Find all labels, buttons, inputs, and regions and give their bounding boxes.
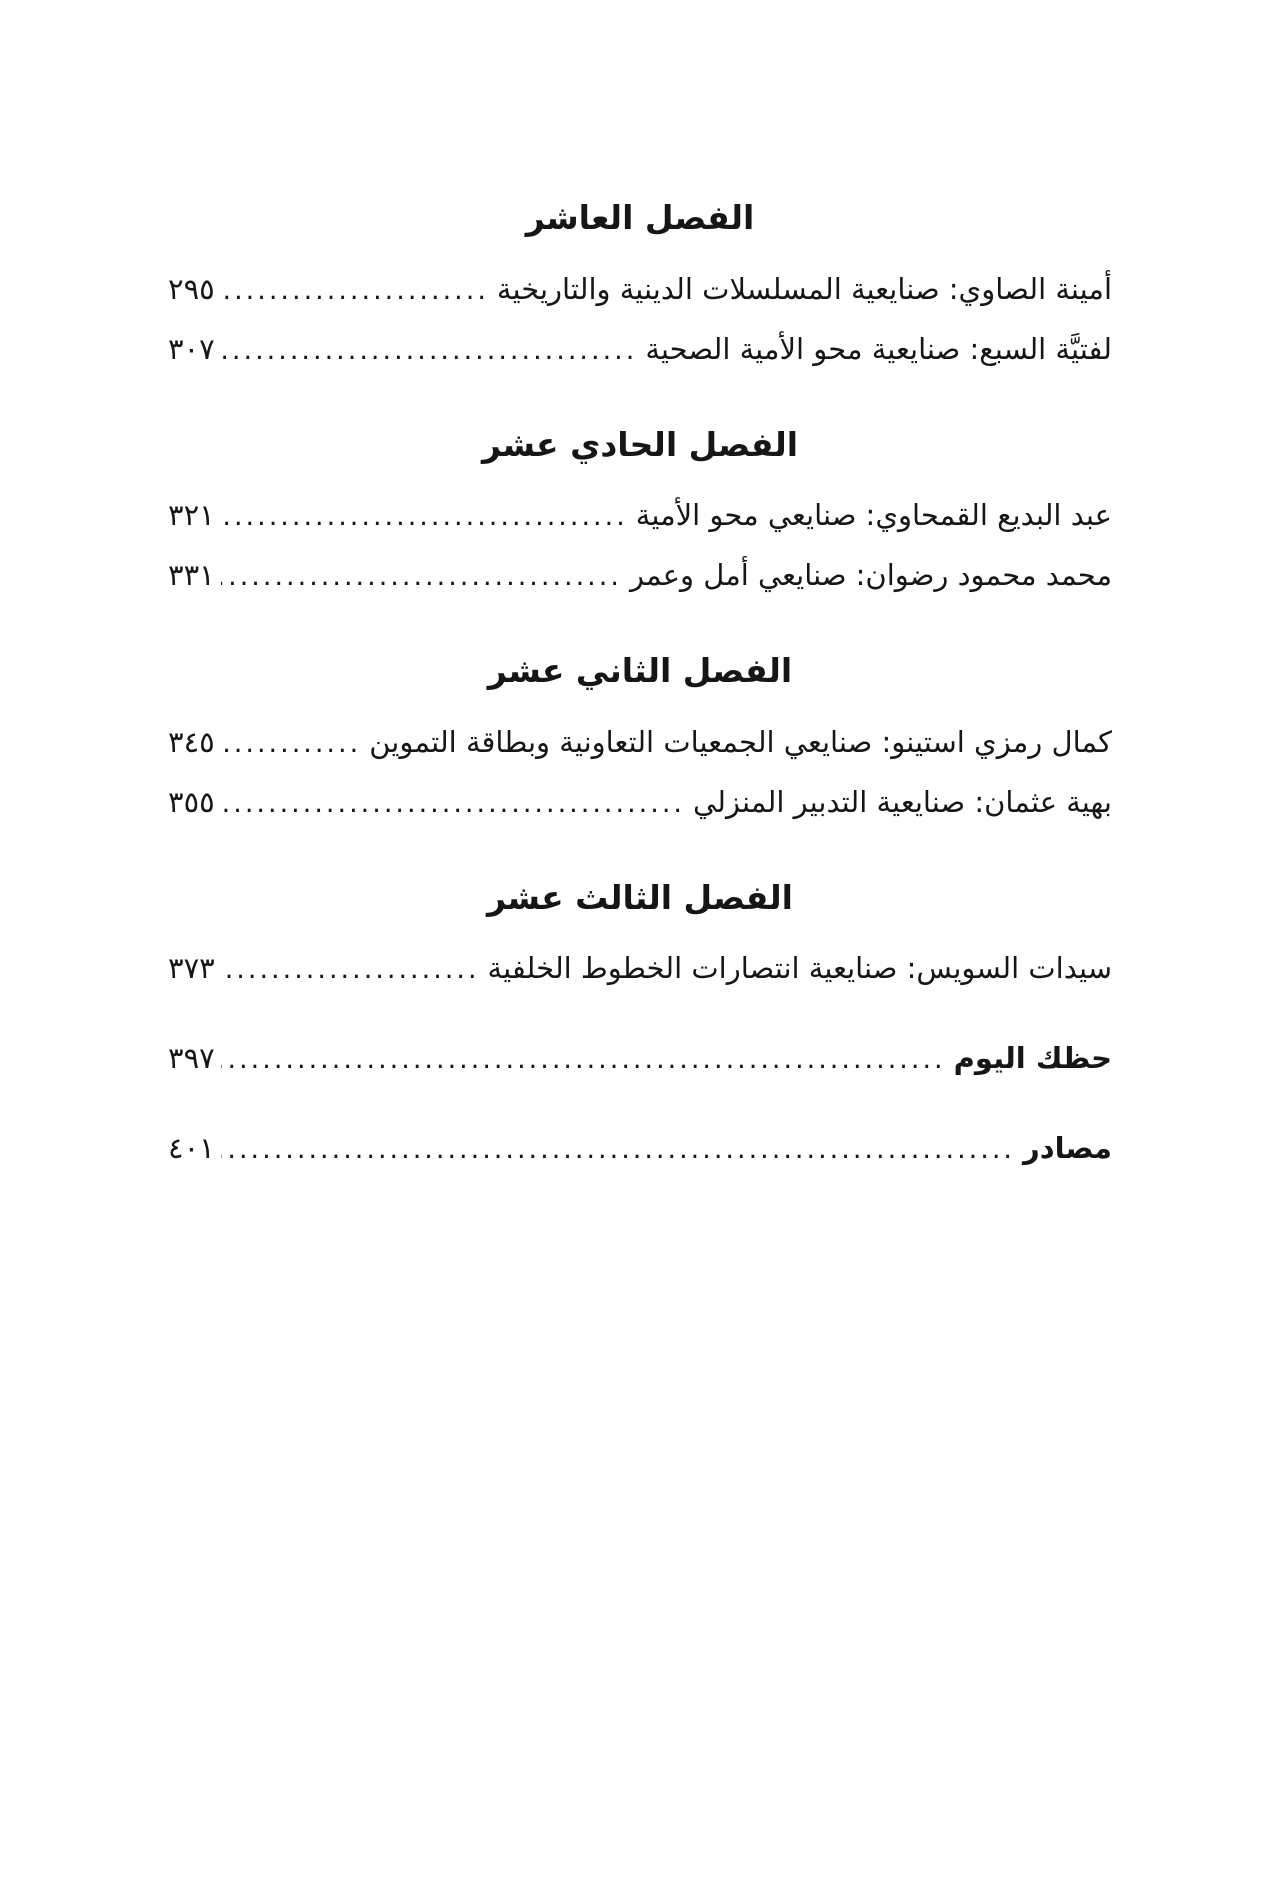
toc-entry-page-number: ٣٢١	[168, 498, 215, 533]
toc-entry-title: أمينة الصاوي: صنايعية المسلسلات الدينية والتاريخية	[496, 271, 1112, 306]
toc-entry-title: مصادر	[1023, 1131, 1112, 1166]
toc-entry	[168, 259, 1112, 319]
dot-leader	[221, 545, 622, 607]
toc-entry-title: لفتيَّة السبع: صنايعية محو الأمية الصحية	[645, 331, 1112, 366]
toc-entry-page-number: ٣٧٣	[168, 951, 215, 986]
toc-entry	[168, 485, 1112, 545]
toc-entry-title: حظك اليوم	[953, 1041, 1112, 1076]
toc-entry-title: سيدات السويس: صنايعية انتصارات الخطوط الخلفية	[487, 951, 1112, 986]
dot-leader	[221, 938, 480, 1000]
toc-entry-page-number: ٣٩٧	[168, 1041, 215, 1076]
toc-entry	[168, 545, 1112, 605]
dot-leader	[221, 712, 361, 774]
chapter-heading: الفصل الحادي عشر	[481, 424, 799, 464]
chapter-heading: الفصل الثالث عشر	[487, 877, 793, 917]
toc-entry-sources	[168, 1118, 1112, 1178]
toc-entry-page-number: ٢٩٥	[168, 271, 215, 306]
toc-entry-title: محمد محمود رضوان: صنايعي أمل وعمر	[629, 558, 1112, 593]
toc-section-chapter-11	[168, 423, 1112, 606]
dot-leader	[221, 319, 638, 381]
dot-leader	[221, 772, 685, 834]
toc-entry-title: عبد البديع القمحاوي: صنايعي محو الأمية	[635, 498, 1112, 533]
toc-entry-title: بهية عثمان: صنايعية التدبير المنزلي	[692, 784, 1112, 819]
toc-entry	[168, 712, 1112, 772]
chapter-heading: الفصل العاشر	[525, 198, 755, 237]
toc-entry	[168, 319, 1112, 379]
dot-leader	[221, 259, 489, 321]
toc-section-chapter-13	[168, 876, 1112, 999]
dot-leader	[221, 485, 628, 547]
toc-entry-page-number: ٣٣١	[168, 558, 215, 593]
toc-section-chapter-10	[168, 196, 1112, 379]
toc-entry-page-number: ٣٥٥	[168, 784, 215, 819]
dot-leader	[221, 1028, 946, 1090]
dot-leader	[221, 1118, 1015, 1180]
toc-entry-horoscope	[168, 1028, 1112, 1088]
toc-section-chapter-12	[168, 649, 1112, 832]
chapter-heading: الفصل الثاني عشر	[487, 651, 793, 691]
toc-entry-title: كمال رمزي استينو: صنايعي الجمعيات التعاونية وبطاقة التموين	[369, 724, 1112, 759]
toc-entry	[168, 772, 1112, 832]
toc-entry-page-number: ٣٠٧	[168, 331, 215, 366]
toc-entry	[168, 938, 1112, 998]
toc-entry-page-number: ٣٤٥	[168, 724, 215, 759]
toc-entry-page-number: ٤٠١	[168, 1131, 215, 1166]
